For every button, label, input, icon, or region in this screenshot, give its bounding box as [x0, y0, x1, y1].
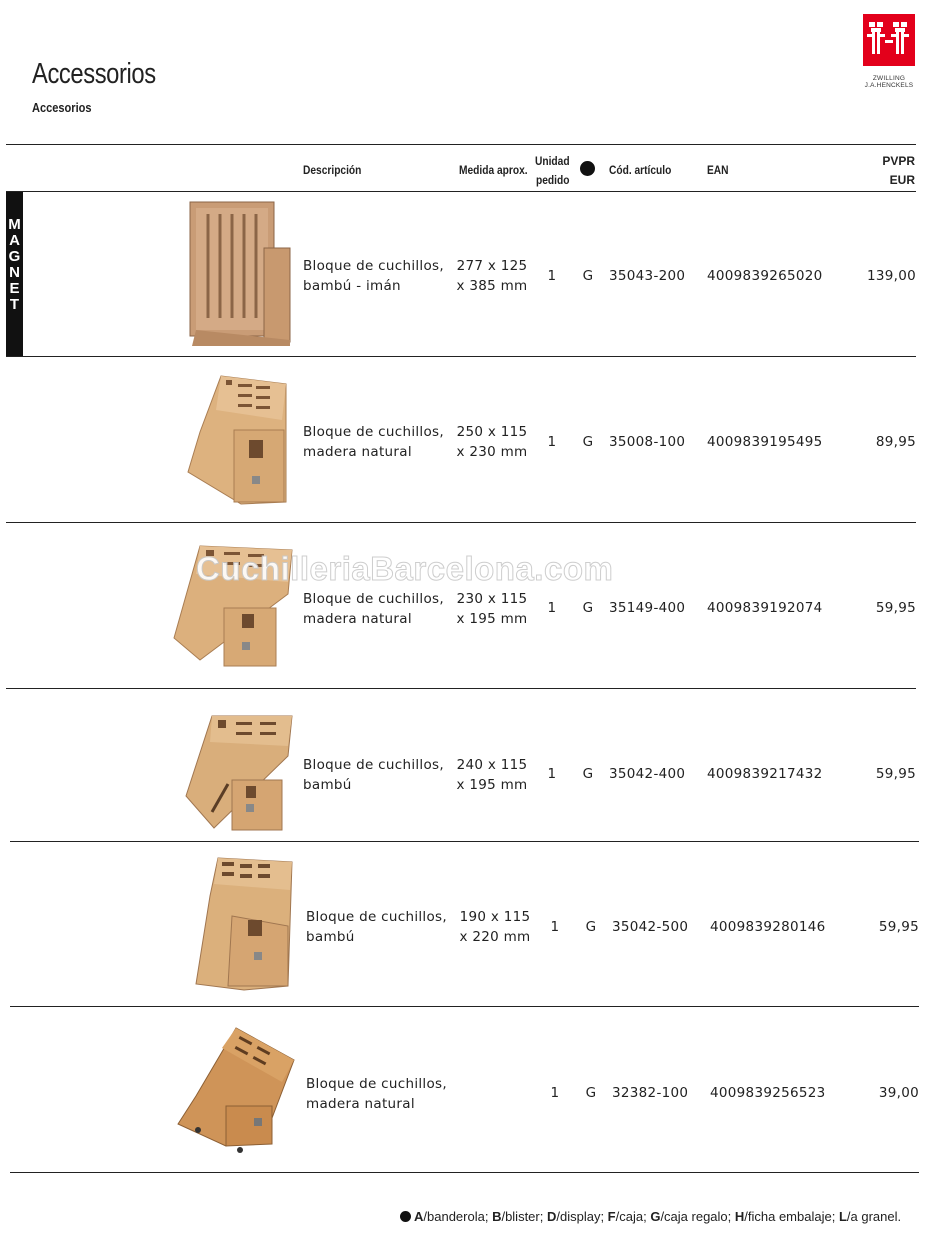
header-pvpr-1: PVPR — [882, 154, 915, 168]
price: 139,00 — [866, 268, 916, 284]
measure: 240 x 115 x 195 mm — [456, 757, 528, 793]
logo-line-1: ZWILLING — [872, 75, 906, 82]
header-unidad-1: Unidad — [535, 154, 570, 168]
measure: 277 x 125 x 385 mm — [456, 258, 528, 294]
row-rule-5 — [10, 1006, 919, 1007]
ean-code: 4009839217432 — [707, 766, 823, 782]
packaging-code: G — [585, 1085, 597, 1101]
page-subtitle: Accesorios — [32, 100, 92, 115]
packaging-dot-icon — [580, 161, 595, 176]
product-image-wood-block — [176, 1026, 298, 1156]
packaging-code: G — [582, 434, 594, 450]
packaging-code: G — [582, 766, 594, 782]
article-code: 35043-200 — [609, 268, 686, 284]
row-rule-2 — [6, 522, 916, 523]
magnet-label: MAGNET — [6, 216, 23, 312]
description: Bloque de cuchillos, bambú - imán — [303, 258, 444, 294]
article-code: 35008-100 — [609, 434, 686, 450]
unit: 1 — [550, 919, 560, 935]
price: 59,95 — [875, 600, 916, 616]
header-ean: EAN — [707, 163, 729, 177]
row-rule-3 — [6, 688, 916, 689]
page-title: Accessorios — [32, 58, 156, 90]
packaging-code: G — [582, 600, 594, 616]
legend-dot-icon — [400, 1211, 411, 1222]
row-rule-4 — [10, 841, 919, 842]
article-code: 32382-100 — [612, 1085, 689, 1101]
ean-code: 4009839192074 — [707, 600, 823, 616]
watermark: CuchilleriaBarcelona.com — [196, 550, 614, 587]
article-code: 35149-400 — [609, 600, 686, 616]
header-bottom-rule — [6, 191, 916, 192]
ean-code: 4009839195495 — [707, 434, 823, 450]
header-unidad-2: pedido — [536, 173, 570, 187]
packaging-legend: A/banderola; B/blister; D/display; F/caja; G/caja regalo; H/ficha embalaje; L/a granel. — [400, 1209, 901, 1224]
product-image-bamboo-block — [182, 712, 296, 834]
product-image-magnet-block — [186, 200, 296, 350]
table-top-rule — [6, 144, 916, 145]
description: Bloque de cuchillos, madera natural — [303, 591, 444, 627]
packaging-code: G — [585, 919, 597, 935]
zwilling-logo — [862, 14, 916, 89]
logo-line-2: J.A.HENCKELS — [864, 82, 914, 89]
row-rule-6 — [10, 1172, 919, 1173]
article-code: 35042-500 — [612, 919, 689, 935]
header-pvpr-2: EUR — [889, 173, 915, 187]
description: Bloque de cuchillos, bambú — [306, 909, 447, 945]
price: 59,95 — [875, 766, 916, 782]
unit: 1 — [547, 766, 557, 782]
measure: 230 x 115 x 195 mm — [456, 591, 528, 627]
description: Bloque de cuchillos, madera natural — [303, 424, 444, 460]
packaging-code: G — [582, 268, 594, 284]
header-cod: Cód. artículo — [609, 163, 672, 177]
product-image-wood-block — [186, 372, 296, 508]
unit: 1 — [547, 268, 557, 284]
ean-code: 4009839256523 — [710, 1085, 826, 1101]
header-medida: Medida aprox. — [459, 163, 528, 177]
unit: 1 — [550, 1085, 560, 1101]
price: 39,00 — [878, 1085, 919, 1101]
product-image-bamboo-block — [192, 856, 296, 992]
header-descripcion: Descripción — [303, 163, 362, 177]
row-rule-1 — [6, 356, 916, 357]
measure: 250 x 115 x 230 mm — [456, 424, 528, 460]
twin-figures-icon — [863, 14, 915, 66]
ean-code: 4009839280146 — [710, 919, 826, 935]
magnet-tab — [6, 192, 23, 356]
unit: 1 — [547, 434, 557, 450]
price: 89,95 — [875, 434, 916, 450]
price: 59,95 — [878, 919, 919, 935]
description: Bloque de cuchillos, bambú — [303, 757, 444, 793]
measure: 190 x 115 x 220 mm — [459, 909, 531, 945]
unit: 1 — [547, 600, 557, 616]
description: Bloque de cuchillos, madera natural — [306, 1076, 447, 1112]
article-code: 35042-400 — [609, 766, 686, 782]
ean-code: 4009839265020 — [707, 268, 823, 284]
